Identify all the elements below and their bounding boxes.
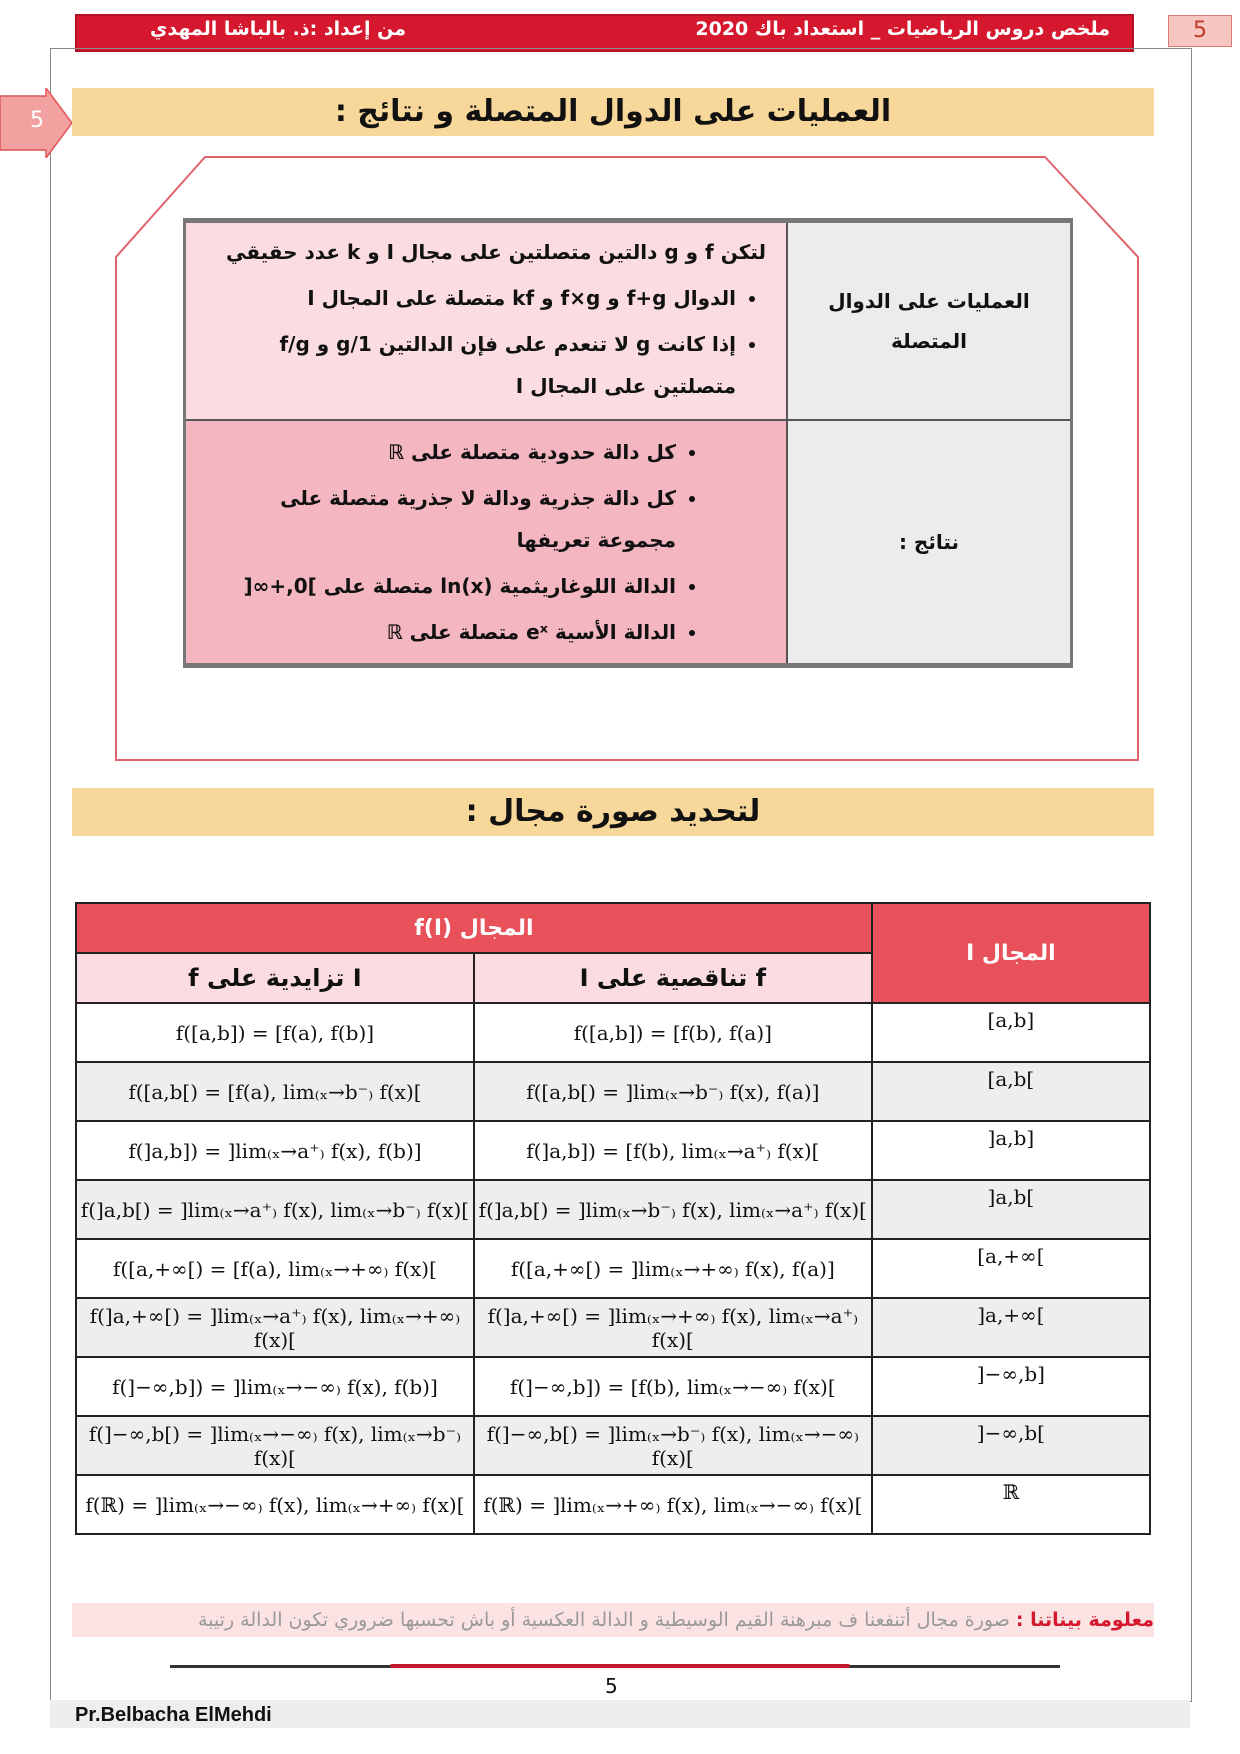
result-item: • الدالة اللوغاريثمية ln(x) متصلة على ]0,+∞[ [202, 565, 676, 607]
interval-cell: ]−∞,b[ [872, 1416, 1150, 1475]
interval-cell: ]a,+∞[ [872, 1298, 1150, 1357]
table-row [76, 1003, 1150, 1062]
section1-title: العمليات على الدوال المتصلة و نتائج : [334, 94, 892, 129]
interval-cell: [a,b[ [872, 1062, 1150, 1121]
footer-divider-accent [390, 1664, 850, 1668]
decreasing-cell: f([a,b[) = ]lim₍ₓ→b⁻₎ f(x), f(a)] [474, 1062, 872, 1121]
decreasing-cell: f(]a,b[) = ]lim₍ₓ→b⁻₎ f(x), lim₍ₓ→a⁺₎ f(x)[ [474, 1180, 872, 1239]
increasing-cell: f([a,b[) = [f(a), lim₍ₓ→b⁻₎ f(x)[ [76, 1062, 474, 1121]
info-note [72, 1603, 1154, 1637]
table-row [76, 1475, 1150, 1534]
decreasing-cell: f(]a,b]) = [f(b), lim₍ₓ→a⁺₎ f(x)[ [474, 1121, 872, 1180]
footer-page-number: 5 [605, 1674, 618, 1698]
operations-cell [185, 221, 788, 421]
operations-label-cell [787, 221, 1072, 421]
operations-item: • إذا كانت g لا تنعدم على فإن الدالتين 1/g و f/g متصلتين على المجال I [202, 323, 736, 407]
decreasing-cell: f(]−∞,b]) = [f(b), lim₍ₓ→−∞₎ f(x)[ [474, 1357, 872, 1416]
increasing-cell: f(]a,+∞[) = ]lim₍ₓ→a⁺₎ f(x), lim₍ₓ→+∞₎ f(x)[ [76, 1298, 474, 1357]
increasing-cell: f(]a,b[) = ]lim₍ₓ→a⁺₎ f(x), lim₍ₓ→b⁻₎ f(x)[ [76, 1180, 474, 1239]
table-row [76, 1062, 1150, 1121]
side-tab-number: 5 [30, 108, 44, 133]
interval-cell: ]a,b] [872, 1121, 1150, 1180]
result-item: • الدالة الأسية eˣ متصلة على ℝ [202, 611, 676, 653]
table-row [76, 1121, 1150, 1180]
interval-cell: ℝ [872, 1475, 1150, 1534]
interval-cell: ]a,b[ [872, 1180, 1150, 1239]
header-title: ملخص دروس الرياضيات _ استعداد باك 2020 [695, 18, 1110, 40]
table-row [76, 1180, 1150, 1239]
increasing-cell: f(ℝ) = ]lim₍ₓ→−∞₎ f(x), lim₍ₓ→+∞₎ f(x)[ [76, 1475, 474, 1534]
table-row [76, 1416, 1150, 1475]
increasing-cell: f(]a,b]) = ]lim₍ₓ→a⁺₎ f(x), f(b)] [76, 1121, 474, 1180]
increasing-cell: f([a,+∞[) = [f(a), lim₍ₓ→+∞₎ f(x)[ [76, 1239, 474, 1298]
results-cell [185, 420, 788, 666]
operations-intro: لتكن f و g دالتين متصلتين على مجال I و k عدد حقيقي [225, 240, 766, 264]
interval-image-table [75, 902, 1151, 1535]
header-page-number: 5 [1168, 15, 1232, 47]
table-row [76, 1357, 1150, 1416]
interval-cell: [a,b] [872, 1003, 1150, 1062]
table-row [76, 1239, 1150, 1298]
operations-item: • الدوال f+g و f×g و kf متصلة على المجال I [202, 277, 736, 319]
decreasing-cell: f(]−∞,b[) = ]lim₍ₓ→b⁻₎ f(x), lim₍ₓ→−∞₎ f(x)[ [474, 1416, 872, 1475]
result-item: • كل دالة حدودية متصلة على ℝ [202, 431, 676, 473]
table-row [76, 1298, 1150, 1357]
increasing-cell: f(]−∞,b[) = ]lim₍ₓ→−∞₎ f(x), lim₍ₓ→b⁻₎ f(x)[ [76, 1416, 474, 1475]
decreasing-cell: f(]a,+∞[) = ]lim₍ₓ→+∞₎ f(x), lim₍ₓ→a⁺₎ f(x)[ [474, 1298, 872, 1357]
decreasing-cell: f(ℝ) = ]lim₍ₓ→+∞₎ f(x), lim₍ₓ→−∞₎ f(x)[ [474, 1475, 872, 1534]
info-note-label: معلومة بيناتنا : [1015, 1609, 1154, 1631]
interval-cell: ]−∞,b] [872, 1357, 1150, 1416]
results-label: نتائج : [898, 530, 960, 554]
continuity-table [183, 218, 1073, 668]
info-note-text: صورة مجال أتنفعنا ف مبرهنة القيم الوسيطية و الدالة العكسية أو باش تحسبها ضروري تكون الدالة رتيبة [198, 1609, 1010, 1631]
result-item: • كل دالة جذرية ودالة لا جذرية متصلة على مجموعة تعريفها [202, 477, 676, 561]
section2-title: لتحديد صورة مجال : [465, 794, 761, 829]
increasing-cell: f([a,b]) = [f(a), f(b)] [76, 1003, 474, 1062]
decreasing-cell: f([a,b]) = [f(b), f(a)] [474, 1003, 872, 1062]
header-increasing: I تزايدية على f [76, 953, 474, 1003]
footer-author: Pr.Belbacha ElMehdi [75, 1704, 272, 1726]
section1-title-bar [72, 88, 1154, 136]
header-author-credit: من إعداد :ذ. بالباشا المهدي [150, 18, 407, 40]
increasing-cell: f(]−∞,b]) = ]lim₍ₓ→−∞₎ f(x), f(b)] [76, 1357, 474, 1416]
section2-title-bar [72, 788, 1154, 836]
decreasing-cell: f([a,+∞[) = ]lim₍ₓ→+∞₎ f(x), f(a)] [474, 1239, 872, 1298]
interval-cell: [a,+∞[ [872, 1239, 1150, 1298]
header-image-of-interval: المجال f(I) [76, 903, 872, 953]
operations-label: العمليات على الدوال المتصلة [828, 289, 1030, 353]
header-decreasing: f تناقصية على I [474, 953, 872, 1003]
results-label-cell [787, 420, 1072, 666]
header-interval: المجال I [872, 903, 1150, 1003]
